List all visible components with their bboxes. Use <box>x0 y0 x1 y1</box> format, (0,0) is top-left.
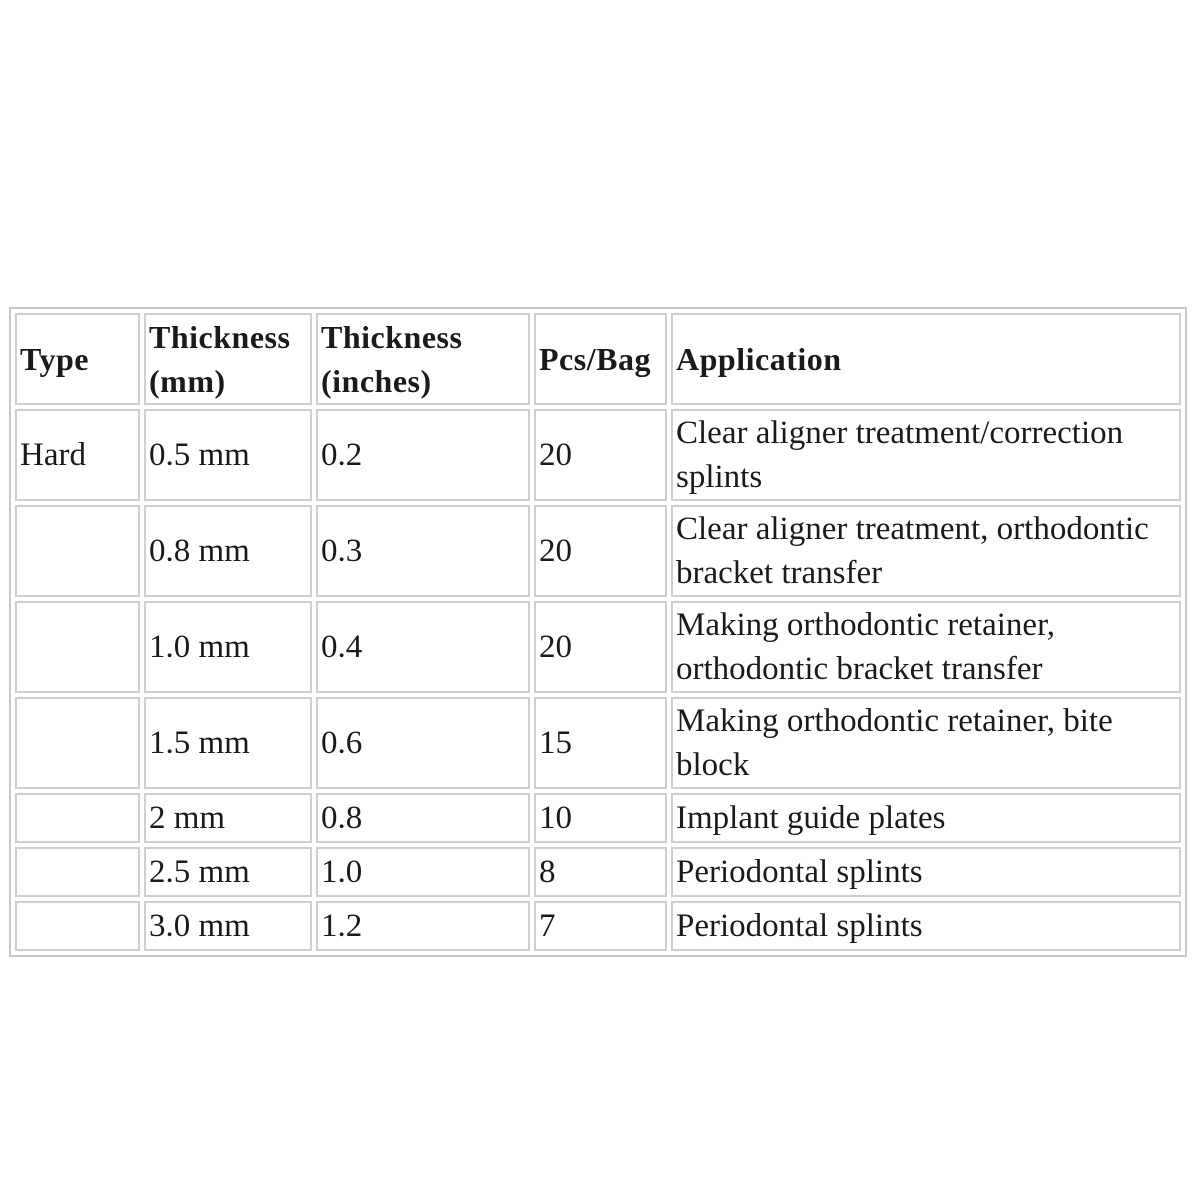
cell-thickness-inches: 0.3 <box>316 505 530 597</box>
cell-thickness-mm: 2 mm <box>144 793 312 843</box>
cell-application: Clear aligner treatment, orthodontic bracket transfer <box>671 505 1181 597</box>
cell-pcs-bag: 20 <box>534 601 667 693</box>
cell-pcs-bag: 20 <box>534 505 667 597</box>
cell-type <box>15 901 140 951</box>
header-row <box>15 313 1181 405</box>
cell-type <box>15 601 140 693</box>
spec-table-container <box>9 307 1187 957</box>
header-thickness-mm: Thickness (mm) <box>144 313 312 405</box>
cell-application: Making orthodontic retainer, orthodontic bracket transfer <box>671 601 1181 693</box>
cell-thickness-inches: 0.8 <box>316 793 530 843</box>
cell-thickness-mm: 1.0 mm <box>144 601 312 693</box>
cell-type <box>15 847 140 897</box>
table-row <box>15 409 1181 501</box>
table-row <box>15 901 1181 951</box>
header-pcs-bag: Pcs/Bag <box>534 313 667 405</box>
header-application: Application <box>671 313 1181 405</box>
cell-pcs-bag: 10 <box>534 793 667 843</box>
table-row <box>15 601 1181 693</box>
table-row <box>15 793 1181 843</box>
table-row <box>15 847 1181 897</box>
table-row <box>15 505 1181 597</box>
cell-pcs-bag: 15 <box>534 697 667 789</box>
cell-thickness-inches: 0.2 <box>316 409 530 501</box>
cell-application: Making orthodontic retainer, bite block <box>671 697 1181 789</box>
cell-type <box>15 697 140 789</box>
cell-thickness-mm: 1.5 mm <box>144 697 312 789</box>
cell-thickness-inches: 0.4 <box>316 601 530 693</box>
cell-pcs-bag: 8 <box>534 847 667 897</box>
cell-thickness-mm: 3.0 mm <box>144 901 312 951</box>
cell-type: Hard <box>15 409 140 501</box>
cell-thickness-mm: 2.5 mm <box>144 847 312 897</box>
cell-pcs-bag: 20 <box>534 409 667 501</box>
cell-pcs-bag: 7 <box>534 901 667 951</box>
header-type: Type <box>15 313 140 405</box>
cell-thickness-inches: 1.0 <box>316 847 530 897</box>
cell-application: Periodontal splints <box>671 847 1181 897</box>
cell-thickness-mm: 0.8 mm <box>144 505 312 597</box>
cell-application: Clear aligner treatment/correction splints <box>671 409 1181 501</box>
cell-application: Periodontal splints <box>671 901 1181 951</box>
cell-thickness-mm: 0.5 mm <box>144 409 312 501</box>
cell-application: Implant guide plates <box>671 793 1181 843</box>
cell-type <box>15 793 140 843</box>
cell-thickness-inches: 0.6 <box>316 697 530 789</box>
cell-thickness-inches: 1.2 <box>316 901 530 951</box>
header-thickness-inches: Thickness (inches) <box>316 313 530 405</box>
table-row <box>15 697 1181 789</box>
spec-table <box>11 309 1185 955</box>
cell-type <box>15 505 140 597</box>
